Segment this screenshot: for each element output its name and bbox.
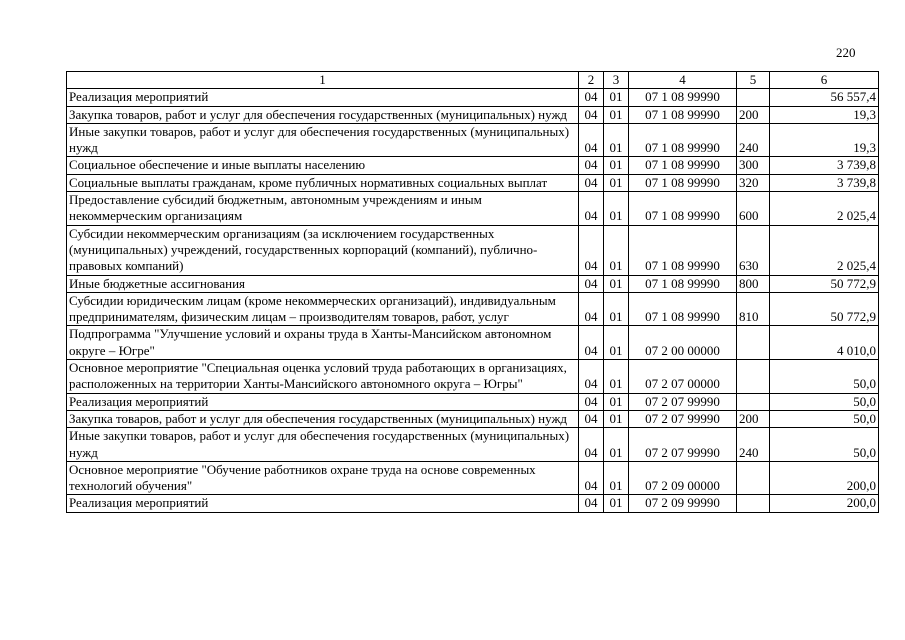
amount-cell: 4 010,0 xyxy=(770,326,879,360)
table-row xyxy=(67,174,879,191)
amount-cell: 3 739,8 xyxy=(770,157,879,174)
subsection-cell: 01 xyxy=(604,192,629,226)
description-cell: Реализация мероприятий xyxy=(67,89,579,106)
table-row xyxy=(67,410,879,427)
section-cell: 04 xyxy=(579,326,604,360)
target-article-cell: 07 1 08 99990 xyxy=(629,174,737,191)
target-article-cell: 07 2 07 99990 xyxy=(629,410,737,427)
table-row xyxy=(67,360,879,394)
table-row xyxy=(67,292,879,326)
description-cell: Основное мероприятие "Специальная оценка условий труда работающих в организациях, расположенных на территории Ханты-Мансийского автономного округа – Югры" xyxy=(67,360,579,394)
target-article-cell: 07 2 07 99990 xyxy=(629,393,737,410)
section-cell: 04 xyxy=(579,157,604,174)
amount-cell: 200,0 xyxy=(770,495,879,512)
section-cell: 04 xyxy=(579,428,604,462)
table-row xyxy=(67,192,879,226)
target-article-cell: 07 1 08 99990 xyxy=(629,157,737,174)
section-cell: 04 xyxy=(579,89,604,106)
table-row xyxy=(67,495,879,512)
table-row xyxy=(67,89,879,106)
header-col-5: 5 xyxy=(737,72,770,89)
expense-type-cell: 320 xyxy=(737,174,770,191)
subsection-cell: 01 xyxy=(604,393,629,410)
section-cell: 04 xyxy=(579,410,604,427)
amount-cell: 50,0 xyxy=(770,410,879,427)
amount-cell: 50 772,9 xyxy=(770,275,879,292)
description-cell: Реализация мероприятий xyxy=(67,495,579,512)
subsection-cell: 01 xyxy=(604,275,629,292)
subsection-cell: 01 xyxy=(604,123,629,157)
table-row xyxy=(67,106,879,123)
target-article-cell: 07 1 08 99990 xyxy=(629,106,737,123)
section-cell: 04 xyxy=(579,123,604,157)
subsection-cell: 01 xyxy=(604,89,629,106)
header-col-6: 6 xyxy=(770,72,879,89)
expense-type-cell: 300 xyxy=(737,157,770,174)
target-article-cell: 07 2 09 99990 xyxy=(629,495,737,512)
expense-type-cell: 810 xyxy=(737,292,770,326)
expense-type-cell xyxy=(737,461,770,495)
target-article-cell: 07 2 09 00000 xyxy=(629,461,737,495)
amount-cell: 2 025,4 xyxy=(770,192,879,226)
expense-type-cell: 630 xyxy=(737,225,770,275)
description-cell: Социальное обеспечение и иные выплаты населению xyxy=(67,157,579,174)
target-article-cell: 07 2 07 00000 xyxy=(629,360,737,394)
amount-cell: 3 739,8 xyxy=(770,174,879,191)
description-cell: Основное мероприятие "Обучение работников охране труда на основе современных технологий обучения" xyxy=(67,461,579,495)
header-col-2: 2 xyxy=(579,72,604,89)
description-cell: Иные бюджетные ассигнования xyxy=(67,275,579,292)
subsection-cell: 01 xyxy=(604,326,629,360)
target-article-cell: 07 1 08 99990 xyxy=(629,89,737,106)
expense-type-cell: 200 xyxy=(737,106,770,123)
description-cell: Иные закупки товаров, работ и услуг для обеспечения государственных (муниципальных) нужд xyxy=(67,123,579,157)
amount-cell: 50,0 xyxy=(770,360,879,394)
target-article-cell: 07 1 08 99990 xyxy=(629,225,737,275)
amount-cell: 56 557,4 xyxy=(770,89,879,106)
description-cell: Иные закупки товаров, работ и услуг для обеспечения государственных (муниципальных) нужд xyxy=(67,428,579,462)
table-row xyxy=(67,393,879,410)
description-cell: Закупка товаров, работ и услуг для обеспечения государственных (муниципальных) нужд xyxy=(67,410,579,427)
target-article-cell: 07 2 07 99990 xyxy=(629,428,737,462)
section-cell: 04 xyxy=(579,495,604,512)
expense-type-cell: 240 xyxy=(737,123,770,157)
target-article-cell: 07 1 08 99990 xyxy=(629,192,737,226)
expense-type-cell: 200 xyxy=(737,410,770,427)
header-col-4: 4 xyxy=(629,72,737,89)
expense-type-cell: 600 xyxy=(737,192,770,226)
table-header-row xyxy=(67,72,879,89)
amount-cell: 50 772,9 xyxy=(770,292,879,326)
expense-type-cell xyxy=(737,393,770,410)
expense-type-cell xyxy=(737,360,770,394)
subsection-cell: 01 xyxy=(604,461,629,495)
description-cell: Подпрограмма "Улучшение условий и охраны труда в Ханты-Мансийском автономном округе – Югре" xyxy=(67,326,579,360)
target-article-cell: 07 1 08 99990 xyxy=(629,292,737,326)
amount-cell: 50,0 xyxy=(770,393,879,410)
table-row xyxy=(67,461,879,495)
table-row xyxy=(67,157,879,174)
subsection-cell: 01 xyxy=(604,292,629,326)
section-cell: 04 xyxy=(579,174,604,191)
section-cell: 04 xyxy=(579,461,604,495)
description-cell: Закупка товаров, работ и услуг для обеспечения государственных (муниципальных) нужд xyxy=(67,106,579,123)
subsection-cell: 01 xyxy=(604,495,629,512)
description-cell: Реализация мероприятий xyxy=(67,393,579,410)
section-cell: 04 xyxy=(579,360,604,394)
description-cell: Предоставление субсидий бюджетным, автономным учреждениям и иным некоммерческим организациям xyxy=(67,192,579,226)
budget-table xyxy=(66,71,879,513)
subsection-cell: 01 xyxy=(604,157,629,174)
section-cell: 04 xyxy=(579,275,604,292)
amount-cell: 200,0 xyxy=(770,461,879,495)
table-row xyxy=(67,123,879,157)
subsection-cell: 01 xyxy=(604,410,629,427)
section-cell: 04 xyxy=(579,393,604,410)
expense-type-cell: 800 xyxy=(737,275,770,292)
expense-type-cell xyxy=(737,326,770,360)
header-col-1: 1 xyxy=(67,72,579,89)
table-row xyxy=(67,275,879,292)
expense-type-cell xyxy=(737,89,770,106)
amount-cell: 50,0 xyxy=(770,428,879,462)
subsection-cell: 01 xyxy=(604,360,629,394)
subsection-cell: 01 xyxy=(604,174,629,191)
table-row xyxy=(67,225,879,275)
section-cell: 04 xyxy=(579,192,604,226)
amount-cell: 19,3 xyxy=(770,123,879,157)
table-row xyxy=(67,428,879,462)
subsection-cell: 01 xyxy=(604,225,629,275)
target-article-cell: 07 1 08 99990 xyxy=(629,123,737,157)
table-body xyxy=(67,89,879,512)
amount-cell: 2 025,4 xyxy=(770,225,879,275)
section-cell: 04 xyxy=(579,292,604,326)
header-col-3: 3 xyxy=(604,72,629,89)
description-cell: Социальные выплаты гражданам, кроме публичных нормативных социальных выплат xyxy=(67,174,579,191)
target-article-cell: 07 2 00 00000 xyxy=(629,326,737,360)
target-article-cell: 07 1 08 99990 xyxy=(629,275,737,292)
table-row xyxy=(67,326,879,360)
subsection-cell: 01 xyxy=(604,428,629,462)
expense-type-cell xyxy=(737,495,770,512)
subsection-cell: 01 xyxy=(604,106,629,123)
section-cell: 04 xyxy=(579,106,604,123)
section-cell: 04 xyxy=(579,225,604,275)
expense-type-cell: 240 xyxy=(737,428,770,462)
amount-cell: 19,3 xyxy=(770,106,879,123)
description-cell: Субсидии юридическим лицам (кроме некоммерческих организаций), индивидуальным предпринимателям, физическим лицам – производителям товаров, работ, услуг xyxy=(67,292,579,326)
page-number: 220 xyxy=(836,45,856,60)
description-cell: Субсидии некоммерческим организациям (за исключением государственных (муниципальных) учреждений, государственных корпораций (компаний), публично-правовых компаний) xyxy=(67,225,579,275)
